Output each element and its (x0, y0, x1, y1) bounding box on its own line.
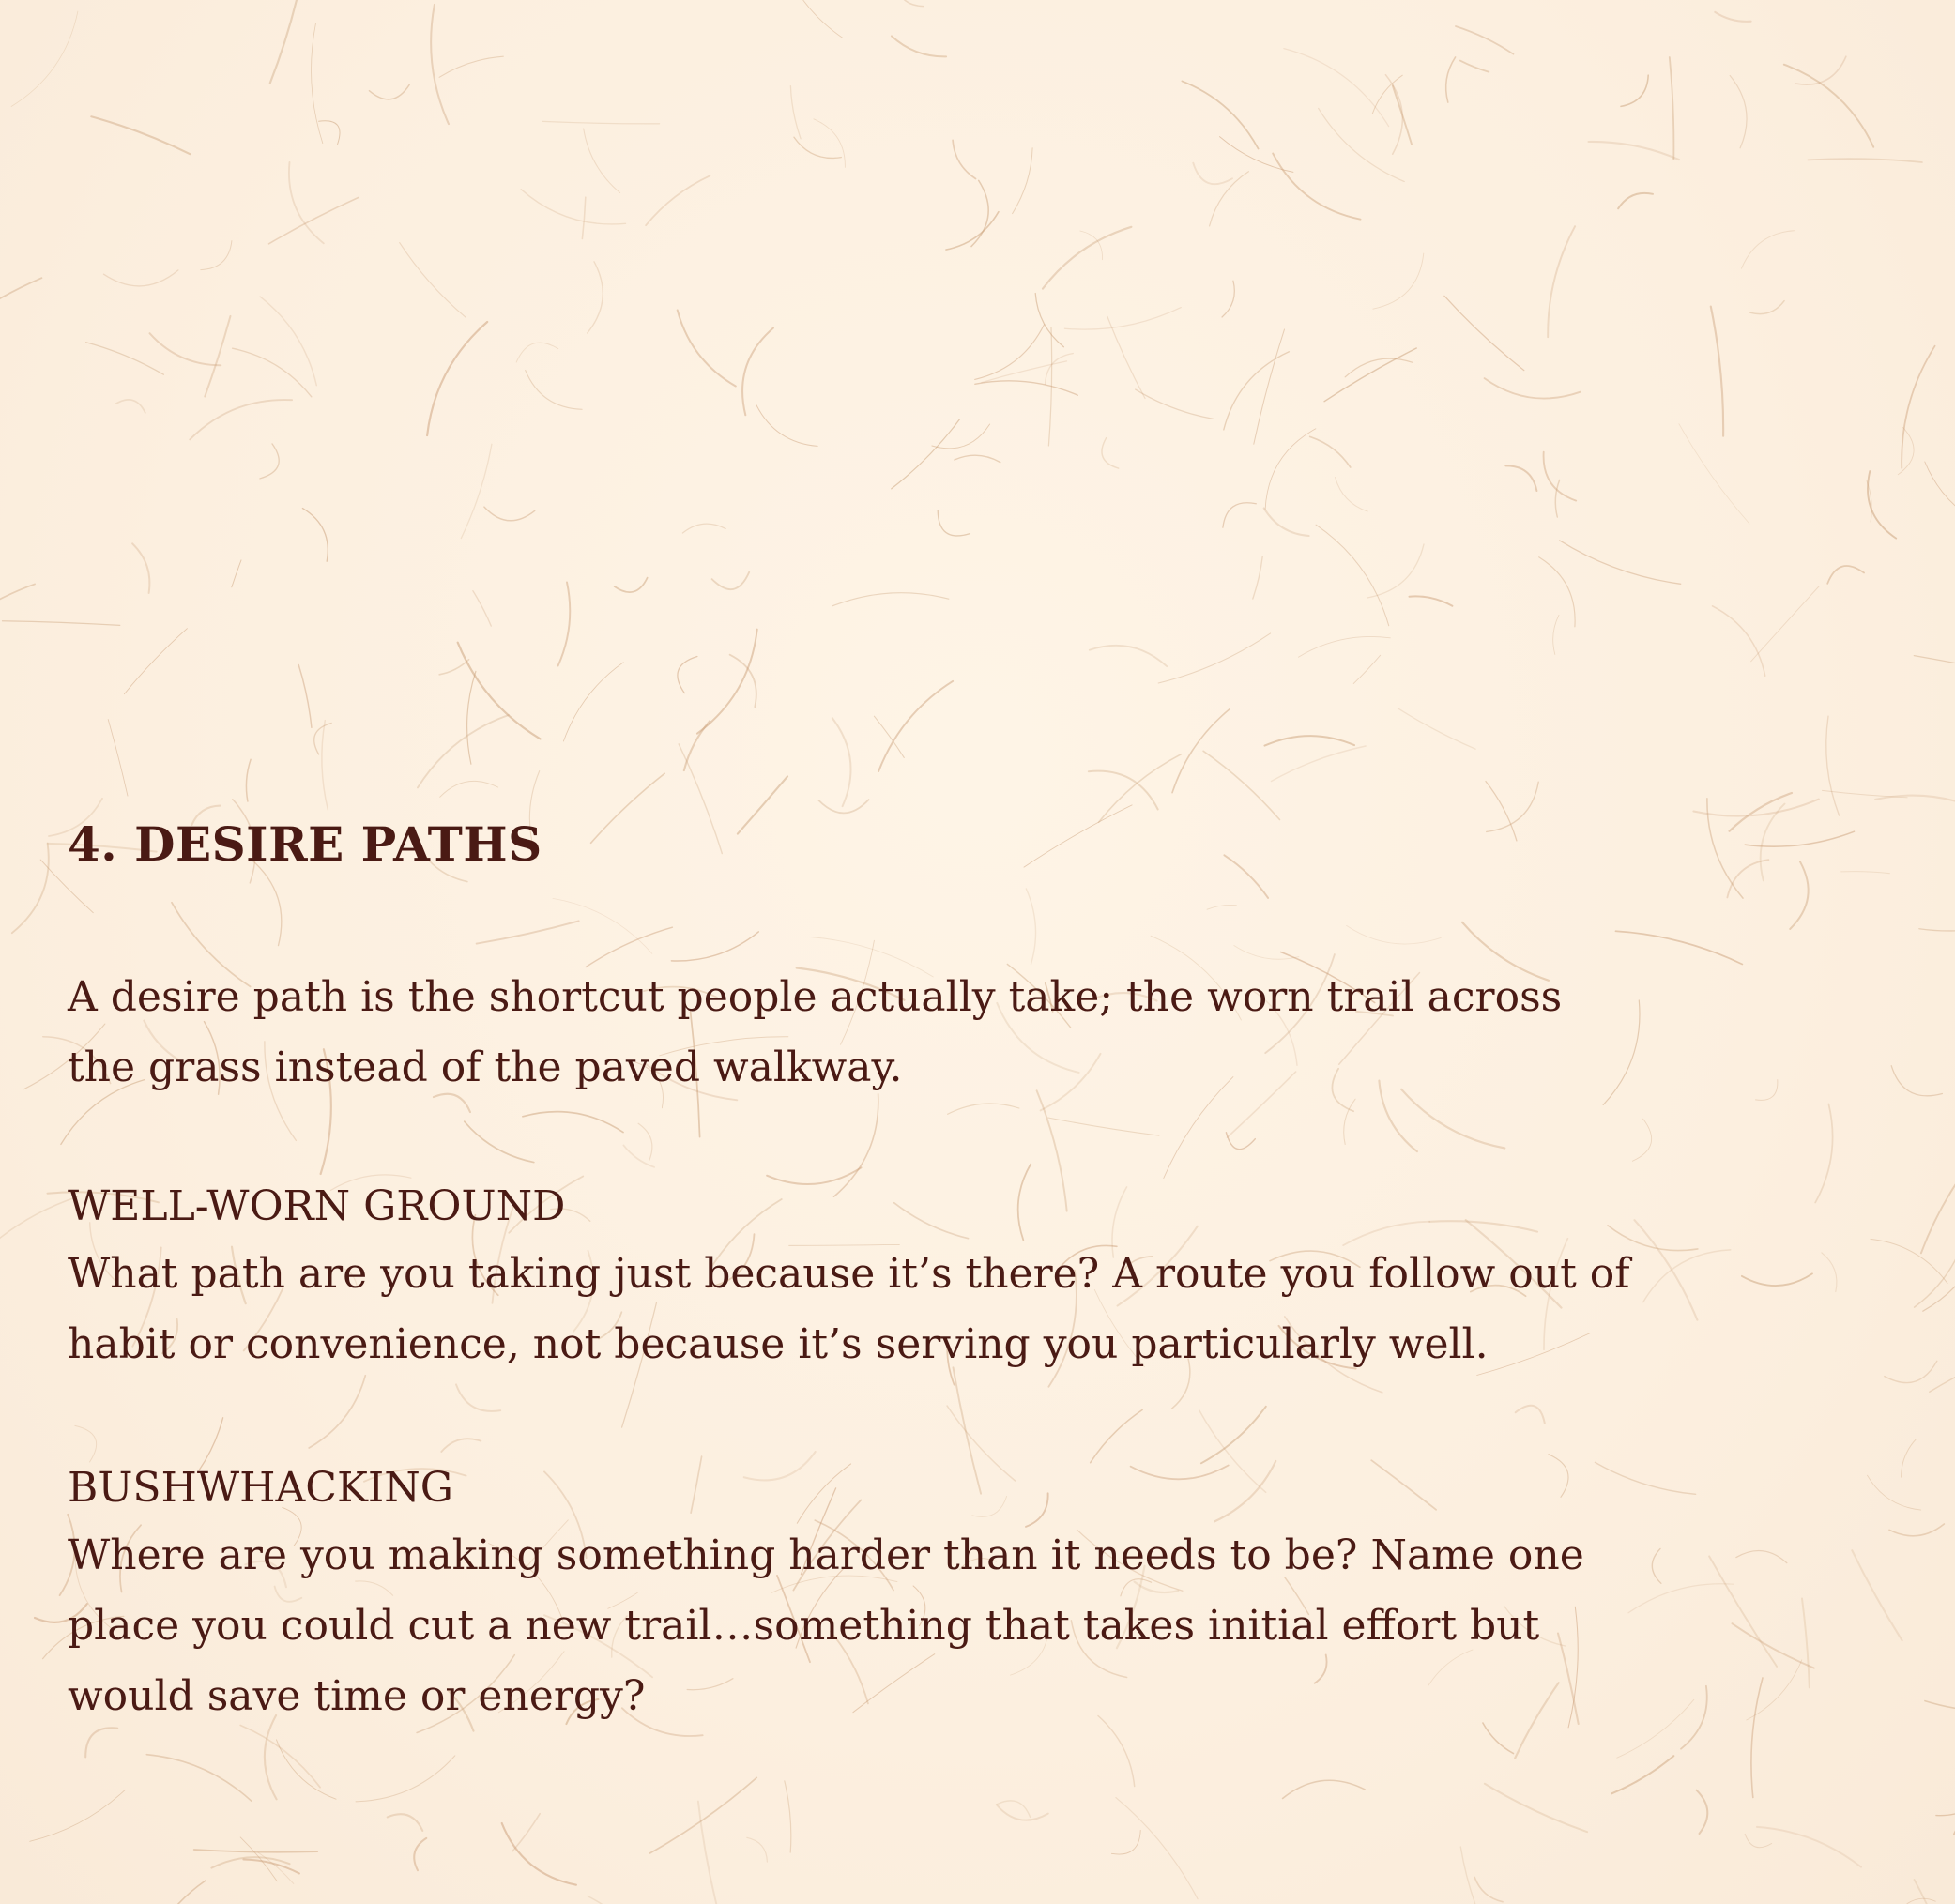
paper-fiber (1921, 1180, 1955, 1253)
paper-fiber (1915, 1249, 1955, 1307)
paper-fiber (832, 593, 949, 606)
paper-fiber (1284, 49, 1389, 127)
paper-fiber (1107, 316, 1145, 398)
paper-fiber (1273, 154, 1360, 220)
paper-fiber (1549, 1455, 1568, 1498)
paper-fiber (1652, 1548, 1661, 1583)
paper-fiber (1611, 1756, 1673, 1793)
paper-fiber (1871, 1239, 1947, 1283)
paper-fiber (75, 1425, 97, 1462)
paper-fiber (1711, 307, 1723, 436)
paper-fiber (790, 86, 801, 139)
paper-fiber (975, 325, 1045, 380)
paper-fiber (1553, 615, 1559, 654)
paper-fiber (1111, 1830, 1140, 1854)
paper-fiber (954, 1367, 982, 1493)
paper-fiber (1815, 1104, 1832, 1203)
paper-fiber (3, 621, 120, 626)
paper-fiber (742, 328, 773, 416)
paper-fiber (774, 0, 843, 38)
prompt-line: habit or convenience, not because it’s serving you particularly well. (68, 1320, 1489, 1368)
paper-fiber (1697, 1790, 1708, 1834)
paper-fiber (1628, 1584, 1734, 1613)
paper-fiber (874, 716, 904, 757)
paper-fiber (1548, 226, 1575, 337)
paper-fiber (1750, 301, 1784, 314)
paper-fiber (132, 543, 149, 593)
paper-fiber (1046, 354, 1074, 385)
paper-fiber (1693, 800, 1818, 816)
paper-fiber (1802, 1599, 1810, 1688)
paper-fiber (1560, 541, 1681, 584)
paper-fiber (1643, 1250, 1731, 1302)
paper-fiber (270, 0, 304, 83)
paper-fiber (1223, 503, 1256, 527)
paper-fiber (1064, 308, 1181, 330)
paper-fiber (1224, 352, 1290, 430)
paper-fiber (744, 1452, 816, 1480)
paper-fiber (85, 1728, 117, 1757)
paper-fiber (1617, 1699, 1694, 1758)
paper-fiber (584, 129, 620, 193)
intro-line: A desire path is the shortcut people actually take; the worn trail across (68, 973, 1563, 1021)
paper-fiber (302, 509, 328, 562)
paper-fiber (767, 1167, 861, 1184)
paper-fiber (502, 1823, 576, 1885)
paper-fiber (516, 343, 558, 362)
paper-fiber (1091, 1410, 1142, 1463)
paper-fiber (1875, 796, 1955, 814)
paper-fiber (1539, 557, 1575, 627)
paper-fiber (1544, 452, 1577, 501)
paper-fiber (1398, 708, 1475, 750)
paper-fiber (521, 190, 625, 224)
paper-fiber (298, 665, 312, 728)
paper-fiber (322, 721, 328, 810)
paper-fiber (1670, 57, 1674, 160)
paper-fiber (1018, 1165, 1031, 1241)
paper-fiber (1220, 137, 1293, 173)
paper-fiber (895, 0, 924, 7)
paper-fiber (972, 1497, 1007, 1517)
paper-fiber (563, 663, 623, 741)
paper-fiber (312, 23, 323, 143)
prompt-line: would save time or energy? (68, 1672, 646, 1720)
paper-fiber (1707, 799, 1743, 898)
paper-fiber (388, 1814, 423, 1831)
paper-fiber (1485, 1784, 1587, 1832)
paper-fiber (150, 333, 221, 365)
paper-fiber (12, 844, 49, 934)
paper-fiber (997, 1805, 1048, 1820)
paper-fiber (1172, 709, 1230, 793)
paper-fiber (948, 1104, 1019, 1114)
paper-fiber (1852, 1550, 1902, 1640)
paper-fiber (1371, 1460, 1436, 1510)
paper-fiber (1930, 1353, 1955, 1393)
paper-fiber (1618, 193, 1653, 208)
paper-fiber (1679, 424, 1749, 524)
paper-fiber (1730, 76, 1747, 148)
paper-fiber (832, 718, 851, 806)
paper-fiber (894, 1203, 969, 1239)
paper-fiber (240, 1726, 320, 1788)
paper-fiber (697, 630, 757, 734)
paper-fiber (946, 212, 999, 250)
paper-fiber (205, 316, 230, 397)
paper-fiber (1222, 281, 1234, 317)
paper-fiber (0, 278, 41, 333)
paper-fiber (1048, 1118, 1159, 1135)
paper-fiber (1136, 389, 1214, 419)
paper-fiber (1902, 1439, 1916, 1477)
paper-fiber (201, 241, 232, 270)
paper-fiber (1751, 586, 1820, 662)
paper-fiber (1902, 346, 1934, 468)
paper-fiber (1193, 163, 1232, 184)
paper-fiber (558, 583, 571, 666)
paper-fiber (1868, 1475, 1921, 1510)
paper-fiber (1460, 61, 1489, 72)
paper-fiber (591, 773, 665, 843)
paper-fiber (1043, 227, 1131, 289)
section-intro (68, 962, 1907, 1103)
paper-fiber (785, 1781, 791, 1852)
paper-fiber (91, 116, 190, 154)
paper-fiber (1621, 75, 1648, 106)
paper-fiber (251, 860, 281, 946)
paper-fiber (260, 444, 279, 479)
paper-fiber (1203, 751, 1279, 819)
paper-fiber (892, 36, 946, 56)
paper-fiber (1822, 1253, 1837, 1292)
paper-fiber (1919, 913, 1955, 931)
paper-fiber (1474, 1878, 1503, 1902)
paper-fiber (1736, 1551, 1787, 1563)
paper-fiber (1709, 1556, 1777, 1667)
paper-fiber (1319, 108, 1405, 181)
paper-fiber (1907, 1898, 1935, 1904)
paper-fiber (1915, 1880, 1948, 1904)
paper-fiber (1516, 1406, 1545, 1424)
prompt-body-well-worn-ground (68, 1239, 1630, 1379)
paper-fiber (1201, 1407, 1266, 1464)
paper-fiber (277, 1740, 337, 1799)
paper-fiber (1446, 57, 1456, 102)
paper-fiber (431, 5, 449, 124)
paper-fiber (1757, 1827, 1861, 1867)
paper-fiber (1889, 1524, 1944, 1536)
paper-fiber (1347, 925, 1442, 944)
paper-fiber (473, 591, 491, 626)
paper-fiber (1393, 85, 1412, 144)
paper-fiber (465, 1121, 534, 1162)
paper-fiber (1444, 296, 1524, 370)
paper-fiber (400, 243, 466, 318)
paper-fiber (588, 1896, 661, 1904)
paper-fiber (1826, 716, 1840, 815)
paper-fiber (269, 198, 359, 244)
paper-fiber (1410, 596, 1453, 605)
paper-fiber (309, 1376, 365, 1448)
paper-fiber (679, 744, 722, 854)
paper-fiber (484, 507, 535, 521)
paper-fiber (1730, 793, 1792, 831)
paper-fiber (439, 56, 503, 77)
paper-fiber (738, 776, 787, 833)
prompt-body-bushwhacking (68, 1520, 1584, 1731)
paper-fiber (1790, 861, 1808, 929)
intro-line: the grass instead of the paved walkway. (68, 1043, 903, 1091)
paper-fiber (1632, 1119, 1651, 1161)
paper-fiber (194, 1850, 318, 1852)
paper-fiber (1936, 1801, 1955, 1816)
paper-fiber (116, 400, 145, 413)
paper-fiber (1914, 656, 1955, 669)
paper-fiber (232, 560, 241, 587)
paper-fiber (1885, 1361, 1937, 1382)
paper-fiber (1224, 855, 1268, 898)
paper-fiber (1089, 771, 1158, 810)
paper-fiber (1234, 946, 1299, 960)
paper-fiber (1214, 1461, 1275, 1521)
paper-fiber (1487, 782, 1539, 831)
paper-fiber (1035, 294, 1063, 347)
paper-fiber (414, 1838, 426, 1870)
paper-fiber (1808, 159, 1922, 162)
paper-fiber (1024, 805, 1132, 867)
paper-fiber (1199, 1410, 1266, 1492)
paper-fiber (971, 180, 988, 246)
paper-fiber (1751, 1678, 1763, 1798)
paper-fiber (523, 1112, 623, 1133)
prompt-line: What path are you taking just because it’s there? A route you follow out of (68, 1250, 1630, 1298)
paper-fiber (953, 140, 975, 178)
paper-fiber (756, 405, 817, 447)
paper-fiber (1353, 655, 1381, 683)
paper-fiber (1841, 872, 1890, 874)
paper-fiber (190, 400, 292, 439)
paper-fiber (671, 932, 758, 961)
section-title: 4. DESIRE PATHS (68, 816, 542, 872)
paper-fiber (553, 898, 652, 953)
paper-fiber (1182, 81, 1258, 148)
paper-fiber (1298, 636, 1390, 657)
paper-fiber (932, 424, 990, 449)
paper-fiber (615, 578, 648, 593)
paper-fiber (1102, 438, 1119, 468)
paper-fiber (1742, 1273, 1812, 1286)
paper-fiber (1898, 427, 1914, 474)
prompt-heading-well-worn-ground: WELL-WORN GROUND (68, 1182, 566, 1230)
paper-fiber (1272, 746, 1367, 782)
paper-fiber (1265, 736, 1355, 746)
paper-fiber (461, 444, 492, 538)
paper-fiber (0, 1197, 77, 1257)
prompt-heading-bushwhacking: BUSHWHACKING (68, 1464, 453, 1512)
paper-fiber (1713, 606, 1765, 676)
paper-fiber (1090, 646, 1167, 666)
paper-fiber (1253, 556, 1262, 599)
paper-fiber (892, 419, 960, 489)
paper-fiber (526, 371, 582, 410)
paper-fiber (233, 348, 312, 397)
paper-fiber (418, 715, 509, 787)
paper-fiber (1742, 231, 1795, 268)
paper-fiber (146, 1755, 251, 1802)
paper-fiber (747, 1837, 768, 1862)
paper-fiber (1796, 56, 1846, 84)
paper-fiber (588, 262, 603, 333)
paper-fiber (467, 671, 476, 764)
paper-fiber (104, 270, 178, 286)
paper-fiber (1784, 65, 1873, 147)
paper-fiber (1116, 1798, 1198, 1899)
paper-fiber (1827, 566, 1864, 584)
paper-fiber (1037, 1090, 1067, 1211)
paper-fiber (512, 1814, 540, 1851)
paper-fiber (691, 1456, 702, 1513)
paper-fiber (11, 11, 78, 106)
paper-fiber (834, 1094, 878, 1196)
paper-fiber (246, 759, 251, 801)
paper-fiber (441, 1439, 481, 1452)
paper-fiber (1456, 26, 1514, 54)
paper-fiber (356, 1756, 455, 1802)
paper-fiber (712, 572, 750, 589)
paper-fiber (1485, 378, 1581, 398)
paper-fiber (1264, 509, 1309, 537)
paper-fiber (678, 657, 697, 693)
prompt-line: Where are you making something harder than it needs to be? Name one (68, 1531, 1584, 1579)
paper-fiber (1715, 12, 1750, 22)
paper-fiber (1555, 480, 1559, 517)
paper-fiber (86, 343, 164, 375)
paper-fiber (975, 381, 1078, 395)
paper-fiber (1310, 436, 1351, 467)
paper-fiber (427, 322, 487, 435)
paper-fiber (1158, 633, 1270, 683)
paper-fiber (0, 584, 35, 624)
paper-fiber (1596, 1462, 1696, 1494)
paper-fiber (814, 119, 846, 168)
paper-fiber (477, 921, 579, 943)
paper-fiber (140, 1881, 206, 1904)
paper-fiber (243, 1860, 299, 1874)
paper-fiber (1324, 348, 1416, 402)
paper-fiber (623, 1145, 654, 1166)
paper-fiber (1747, 1660, 1802, 1720)
paper-fiber (682, 524, 725, 533)
paper-fiber (124, 629, 187, 694)
paper-fiber (1635, 1220, 1698, 1320)
paper-fiber (646, 175, 710, 225)
paper-fiber (938, 510, 970, 536)
paper-fiber (1026, 889, 1035, 964)
paper-fiber (1429, 1221, 1537, 1231)
paper-fiber (30, 1790, 126, 1841)
paper-fiber (1013, 148, 1033, 214)
paper-fiber (456, 1384, 500, 1411)
paper-fiber (1745, 1834, 1771, 1847)
paper-fiber (1344, 1099, 1355, 1144)
paper-fiber (955, 455, 1000, 462)
paper-fiber (1131, 1466, 1229, 1480)
paper-fiber (1505, 465, 1536, 491)
paper-fiber (1925, 1701, 1955, 1713)
paper-fiber (1925, 462, 1955, 525)
paper-fiber (947, 1406, 1016, 1481)
paper-fiber (439, 660, 468, 675)
paper-fiber (1265, 429, 1316, 510)
paper-fiber (440, 781, 498, 797)
paper-fiber (638, 1123, 652, 1160)
paper-fiber (794, 137, 841, 158)
paper-fiber (289, 162, 324, 243)
paper-fiber (1373, 253, 1424, 309)
prompt-line: place you could cut a new trail…something that takes initial effort but (68, 1602, 1540, 1650)
paper-fiber (1283, 1780, 1366, 1798)
paper-fiber (199, 1418, 223, 1470)
paper-fiber (1316, 525, 1389, 626)
paper-fiber (678, 310, 736, 386)
paper-fiber (1385, 75, 1402, 155)
paper-fiber (260, 297, 316, 386)
paper-fiber (982, 361, 1067, 383)
paper-fiber (1367, 544, 1424, 598)
paper-fiber (1589, 142, 1680, 160)
paper-fiber (1681, 1686, 1707, 1749)
paper-fiber (1099, 754, 1182, 823)
paper-fiber (542, 121, 659, 123)
paper-fiber (1207, 905, 1236, 909)
paper-fiber (998, 1801, 1031, 1818)
paper-fiber (582, 197, 585, 238)
paper-fiber (1336, 478, 1368, 511)
paper-fiber (108, 720, 128, 797)
paper-fiber (1616, 931, 1743, 964)
paper-fiber (1254, 329, 1285, 444)
paper-fiber (878, 681, 953, 771)
paper-fiber (369, 84, 409, 99)
paper-fiber (1761, 804, 1785, 881)
